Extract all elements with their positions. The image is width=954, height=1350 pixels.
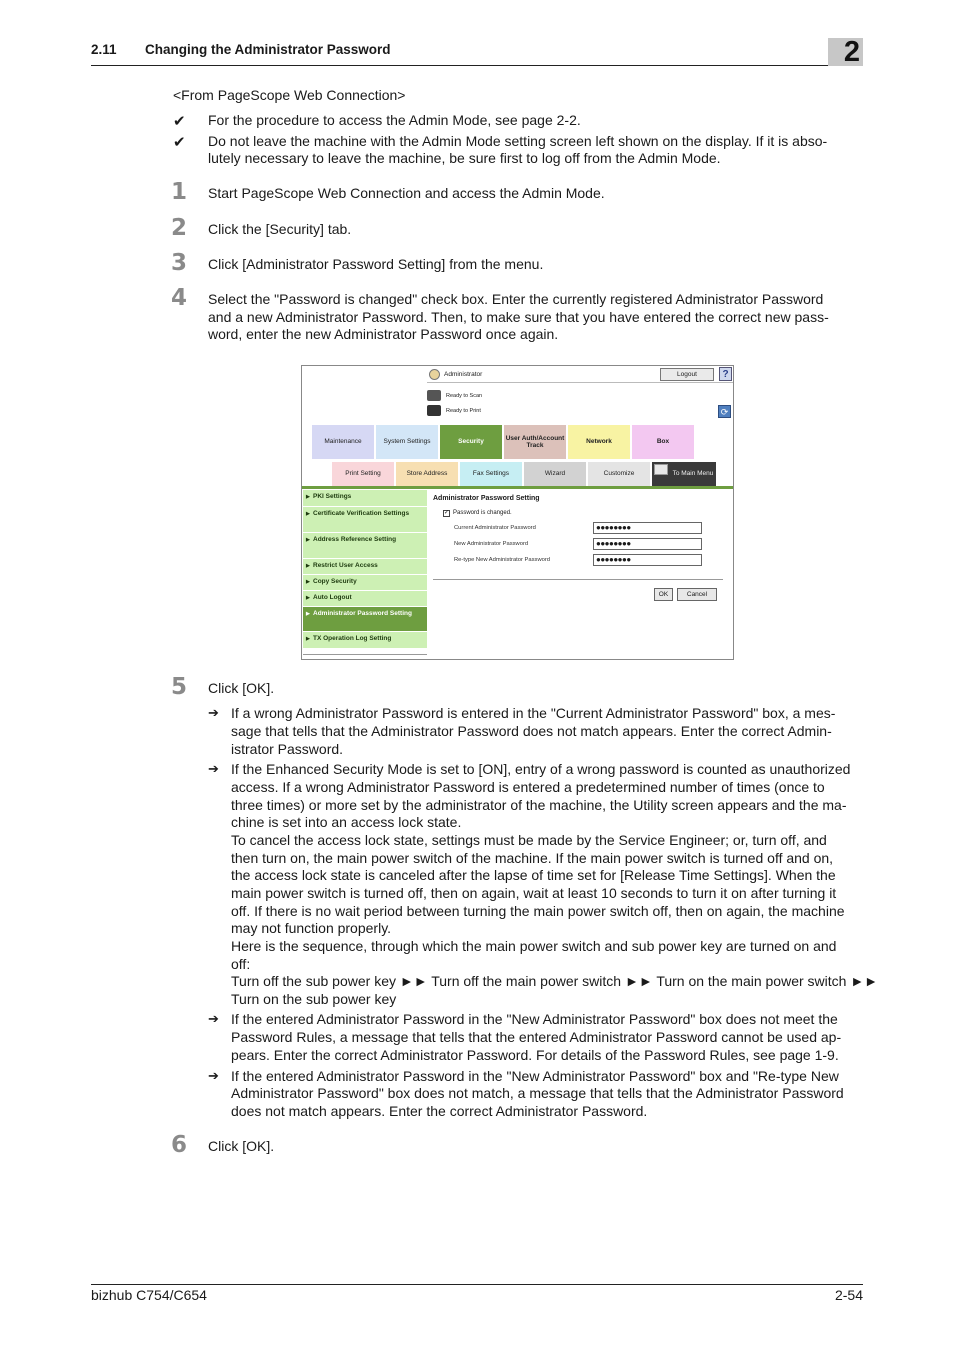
chapter-badge: 2 — [828, 38, 863, 66]
retype-password-input[interactable]: ●●●●●●●● — [593, 554, 702, 566]
web-connection-screenshot: Administrator Logout ? Ready to Scan Ready to Print ⟳ Maintenance System Settings Security User Auth/Account Track Network Box Print Setting Store Address Fax Settings Wizard Customize To Main Menu ▶ PKI Settings ▶ Certificate Verification Settings ▶ Address Reference Setting ▶ Restrict User Access ▶ Copy Security ▶ Auto Logout ▶ Administrator Password Setting ▶ TX Operation Log Setting Administrator Password Setting ✓ Password is changed. Current Administrator Password ●●●●●●●● New Administrator Password ●●●●●●●● Re-type New Administrator Password ●●●●●●●● OK Cancel — [301, 365, 734, 660]
note-2-line-9: off. If there is no wait period between turning the main power switch off, then on again, the machine — [231, 903, 845, 919]
administrator-icon — [429, 369, 440, 380]
password-changed-checkbox[interactable]: ✓ — [444, 510, 450, 516]
note-1-line-2: sage that tells that the Administrator Password does not match appears. Enter the correct Admin- — [231, 723, 832, 739]
note-2-line-3: three times) or more set by the administrator of the machine, the Utility screen appears and the ma- — [231, 797, 847, 813]
intro-text: <From PageScope Web Connection> — [173, 87, 406, 103]
tab-user-auth[interactable]: User Auth/Account Track — [504, 425, 566, 459]
page-footer — [91, 1284, 863, 1303]
current-password-label: Current Administrator Password — [454, 525, 536, 531]
tab-underline — [302, 486, 734, 489]
note-2-line-1: If the Enhanced Security Mode is set to [ON], entry of a wrong password is counted as unauthorized — [231, 761, 851, 777]
admin-label: Administrator — [444, 371, 483, 378]
note-2-line-2: access. If a wrong Administrator Password is entered a predetermined number of times (once to — [231, 779, 825, 795]
scanner-icon — [427, 390, 441, 401]
section-title: Changing the Administrator Password — [145, 42, 391, 57]
checkbox-label: Password is changed. — [453, 510, 512, 516]
tab-fax-settings[interactable]: Fax Settings — [460, 462, 522, 486]
check-icon: ✔ — [173, 113, 186, 130]
note-2-line-14: Turn on the sub power key — [231, 991, 397, 1007]
arrow-icon: ➔ — [208, 1011, 219, 1026]
note-2-line-12: off: — [231, 956, 251, 972]
tab-store-address[interactable]: Store Address — [396, 462, 458, 486]
page-number: 2-54 — [834, 1287, 863, 1303]
logout-button[interactable]: Logout — [660, 368, 714, 381]
tab-wizard[interactable]: Wizard — [524, 462, 586, 486]
refresh-icon[interactable]: ⟳ — [718, 405, 731, 418]
note-2-line-11: Here is the sequence, through which the main power switch and sub power key are turned on and — [231, 938, 837, 954]
page-header — [91, 42, 863, 66]
cancel-button[interactable]: Cancel — [677, 588, 717, 601]
step-number: 5 — [171, 674, 188, 700]
tab-to-main-menu[interactable]: To Main Menu — [652, 462, 716, 486]
section-number: 2.11 — [91, 42, 117, 57]
note-2-line-6: then turn on, the main power switch of the machine. If the main power switch is turned off and on, — [231, 850, 834, 866]
main-menu-icon — [654, 464, 668, 475]
note-2-line-10: may not function properly. — [231, 920, 392, 936]
step-5-text: Click [OK]. — [208, 680, 275, 696]
tab-network[interactable]: Network — [568, 425, 630, 459]
check-item-2-line-2: lutely necessary to leave the machine, be sure first to log off from the Admin Mode. — [208, 150, 721, 166]
step-4-line-1: Select the "Password is changed" check box. Enter the currently registered Administrator Password — [208, 291, 824, 307]
tab-maintenance[interactable]: Maintenance — [312, 425, 374, 459]
menu-certificate-verification[interactable]: ▶ Certificate Verification Settings — [303, 507, 427, 532]
help-icon[interactable]: ? — [719, 367, 732, 381]
note-3-line-1: If the entered Administrator Password in the "New Administrator Password" box does not meet the — [231, 1011, 838, 1027]
menu-divider — [303, 654, 427, 655]
menu-pki-settings[interactable]: ▶ PKI Settings — [303, 490, 427, 506]
tab-box[interactable]: Box — [632, 425, 694, 459]
retype-password-label: Re-type New Administrator Password — [454, 557, 551, 563]
step-3-text: Click [Administrator Password Setting] from the menu. — [208, 256, 544, 272]
arrow-icon: ➔ — [208, 761, 219, 776]
step-4-line-3: word, enter the new Administrator Password once again. — [208, 326, 559, 342]
step-1-text: Start PageScope Web Connection and access the Admin Mode. — [208, 185, 605, 201]
note-1-line-3: istrator Password. — [231, 741, 344, 757]
form-title: Administrator Password Setting — [433, 495, 540, 502]
check-icon: ✔ — [173, 134, 186, 151]
arrow-icon: ➔ — [208, 705, 219, 720]
note-4-line-3: does not match appears. Enter the correct Administrator Password. — [231, 1103, 648, 1119]
note-3-line-3: pears. Enter the correct Administrator Password. For details of the Password Rules, see page 1-9. — [231, 1047, 839, 1063]
step-number: 3 — [171, 250, 188, 276]
tab-system-settings[interactable]: System Settings — [376, 425, 438, 459]
current-password-input[interactable]: ●●●●●●●● — [593, 522, 702, 534]
menu-auto-logout[interactable]: ▶ Auto Logout — [303, 591, 427, 606]
form-divider — [433, 579, 723, 580]
step-2-text: Click the [Security] tab. — [208, 221, 352, 237]
step-number: 2 — [171, 215, 188, 241]
menu-administrator-password-setting[interactable]: ▶ Administrator Password Setting — [303, 607, 427, 631]
check-item-1: For the procedure to access the Admin Mode, see page 2-2. — [208, 112, 581, 128]
note-4-line-1: If the entered Administrator Password in the "New Administrator Password" box and "Re-type New — [231, 1068, 839, 1084]
top-bar — [427, 367, 734, 383]
new-password-label: New Administrator Password — [454, 541, 529, 547]
menu-copy-security[interactable]: ▶ Copy Security — [303, 575, 427, 590]
note-2-line-4: chine is set into an access lock state. — [231, 814, 462, 830]
step-number: 4 — [171, 285, 188, 311]
note-4-line-2: Administrator Password" box does not match, a message that tells that the Administrator Password — [231, 1085, 844, 1101]
note-1-line-1: If a wrong Administrator Password is entered in the "Current Administrator Password" box, a mes- — [231, 705, 836, 721]
step-4-line-2: and a new Administrator Password. Then, to make sure that you have entered the correct new pass- — [208, 309, 829, 325]
note-3-line-2: Password Rules, a message that tells that the entered Administrator Password cannot be used ap- — [231, 1029, 842, 1045]
menu-address-reference[interactable]: ▶ Address Reference Setting — [303, 533, 427, 558]
menu-tx-operation-log[interactable]: ▶ TX Operation Log Setting — [303, 632, 427, 648]
product-name: bizhub C754/C654 — [91, 1287, 207, 1303]
note-2-line-8: main power switch is turned off, then on again, wait at least 10 seconds to turn it on after turning it — [231, 885, 837, 901]
new-password-input[interactable]: ●●●●●●●● — [593, 538, 702, 550]
note-2-line-7: the access lock state is canceled after the lapse of time set for [Release Time Settings]. When the — [231, 867, 836, 883]
note-2-line-13: Turn off the sub power key ►► Turn off the main power switch ►► Turn on the main power switch ►► — [231, 973, 879, 989]
menu-restrict-user-access[interactable]: ▶ Restrict User Access — [303, 559, 427, 574]
ok-button[interactable]: OK — [654, 588, 673, 601]
tab-print-setting[interactable]: Print Setting — [332, 462, 394, 486]
arrow-icon: ➔ — [208, 1068, 219, 1083]
step-number: 6 — [171, 1132, 188, 1158]
tab-security[interactable]: Security — [440, 425, 502, 459]
check-item-2-line-1: Do not leave the machine with the Admin Mode setting screen left shown on the display. If it is abso- — [208, 133, 828, 149]
printer-icon — [427, 405, 441, 416]
tab-customize[interactable]: Customize — [588, 462, 650, 486]
note-2-line-5: To cancel the access lock state, settings must be made by the Service Engineer; or, turn off, and — [231, 832, 827, 848]
step-number: 1 — [171, 179, 188, 205]
step-6-text: Click [OK]. — [208, 1138, 275, 1154]
